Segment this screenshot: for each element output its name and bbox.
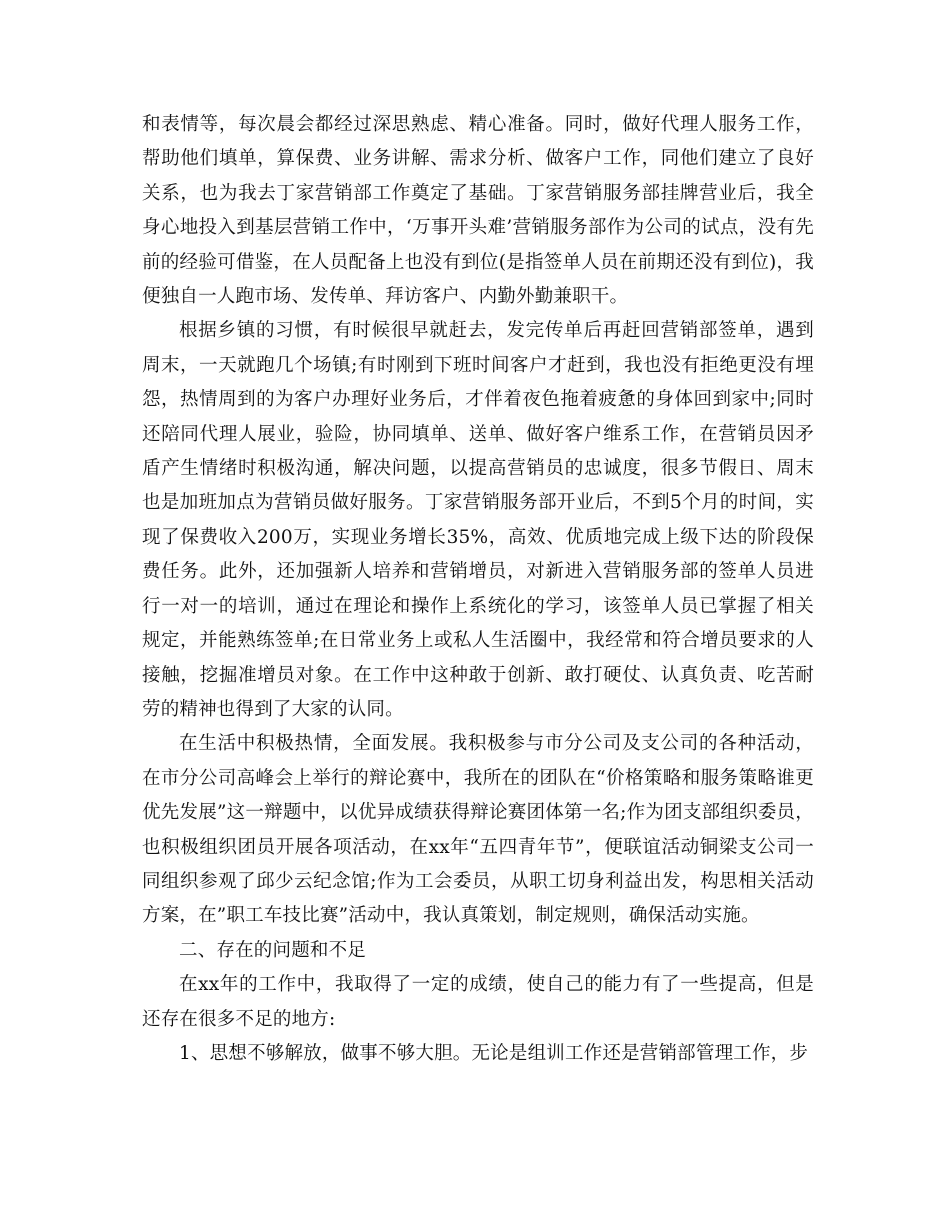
paragraph-life-activities: 在生活中积极热情，全面发展。我积极参与市分公司及支公司的各种活动，在市分公司高峰会上举行的辩论赛中，我所在的团队在“价格策略和服务策略谁更优先发展”这一辩题中，以优异成绩获得辩论赛团体第一名;作为团支部组织委员，也积极组织团员开展各项活动，在xx年“五四青年节”，便联谊活动铜梁支公司一同组织参观了邱少云纪念馆;作为工会委员，从职工切身利益出发，构思相关活动方案，在”职工车技比赛”活动中，我认真策划，制定规则，确保活动实施。 bbox=[142, 733, 814, 927]
paragraph-township-work: 根据乡镇的习惯，有时候很早就赶去，发完传单后再赶回营销部签单，遇到周末，一天就跑几个场镇;有时刚到下班时间客户才赶到，我也没有拒绝更没有埋怨，热情周到的为客户办理好业务后，才伴着夜色拖着疲惫的身体回到家中;同时还陪同代理人展业，验险，协同填单、送单、做好客户维系工作，在营销员因矛盾产生情绪时积极沟通，解决问题，以提高营销员的忠诚度，很多节假日、周末也是加班加点为营销员做好服务。丁家营销服务部开业后，不到5个月的时间，实现了保费收入200万，实现业务增长35%，高效、优质地完成上级下达的阶段保费任务。此外，还加强新人培养和营销增员，对新进入营销服务部的签单人员进行一对一的培训，通过在理论和操作上系统化的学习，该签单人员已掌握了相关规定，并能熟练签单;在日常业务上或私人生活圈中，我经常和符合增员要求的人接触，挖掘准增员对象。在工作中这种敢于创新、敢打硬仗、认真负责、吃苦耐劳的精神也得到了大家的认同。 bbox=[142, 320, 814, 720]
paragraph-shortcomings-intro: 在xx年的工作中，我取得了一定的成绩，使自己的能力有了一些提高，但是还存在很多不足的地方: bbox=[142, 974, 814, 1030]
paragraph-point-1: 1、思想不够解放，做事不够大胆。无论是组训工作还是营销部管理工作，步 bbox=[179, 1042, 809, 1064]
document-body bbox=[142, 108, 814, 1071]
section-heading-problems: 二、存在的问题和不足 bbox=[179, 939, 367, 961]
paragraph-continued: 和表情等，每次晨会都经过深思熟虑、精心准备。同时，做好代理人服务工作，帮助他们填单，算保费、业务讲解、需求分析、做客户工作，同他们建立了良好关系，也为我去丁家营销部工作奠定了基础。丁家营销服务部挂牌营业后，我全身心地投入到基层营销工作中，‘万事开头难’营销服务部作为公司的试点，没有先前的经验可借鉴，在人员配备上也没有到位(是指签单人员在前期还没有到位)，我便独自一人跑市场、发传单、拜访客户、内勤外勤兼职干。 bbox=[142, 114, 814, 308]
